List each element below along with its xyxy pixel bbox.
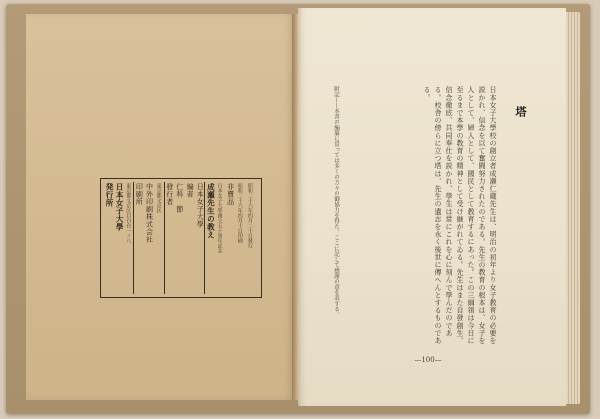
colophon-column: 非賣品 [226,183,235,206]
colophon-column: 成瀬先生の教え [206,183,216,239]
colophon-divider [133,182,134,294]
colophon-divider [204,182,205,294]
colophon-column: 昭和二十六年四月二十日發行 [246,183,253,248]
colophon-column: 東京都文京区 [155,183,162,213]
colophon-column: 發行者 [165,183,174,206]
colophon-column: 印刷所 [135,183,144,206]
colophon-column: 日本女子大學 [115,183,125,231]
section-heading: 塔 [514,106,527,117]
colophon-column: 中外印刷株式会社 [145,183,154,243]
colophon-column: 日本女子大學 [196,183,205,228]
colophon-column: 東京都文京区目白台一ノ八 [125,183,132,243]
page-edges [566,12,580,404]
colophon-column: 日本女子大學創立五十周年記念 [216,183,223,253]
footnote-text: 附記——本書の編纂に當っては多くの方々の御協力を得た。ここに記して感謝の意を表する。 [333,86,339,317]
colophon-box [100,178,262,298]
page-number: —100— [414,356,442,364]
colophon-column: 昭和二十六年四月十日印刷 [236,183,243,243]
colophon-column: 発行所 [105,183,114,207]
colophon-divider [164,182,165,294]
colophon-column: 仁科 節 [175,183,184,213]
colophon-column: 編者 [186,183,195,198]
body-text: 日本女子大學校の創立者成瀬仁蔵先生は、明治の初年より女子教育の必要を説かれ、信念を以て奮闘努力されたのである。先生の教育の根本は、女子を人として、婦人として、國民として教育するにあった。この三綱領は今日に至るまで本學の教育の精神として受け継がれてゐる。先生はまた自發創生、信念徹底、共同奉仕を説かれ、學生は常にこれを心に刻んで學んだのである。校舎の傍らに立つ塔は、先生の遺志を永く後世に傳へんとするものである。 [423,86,497,345]
